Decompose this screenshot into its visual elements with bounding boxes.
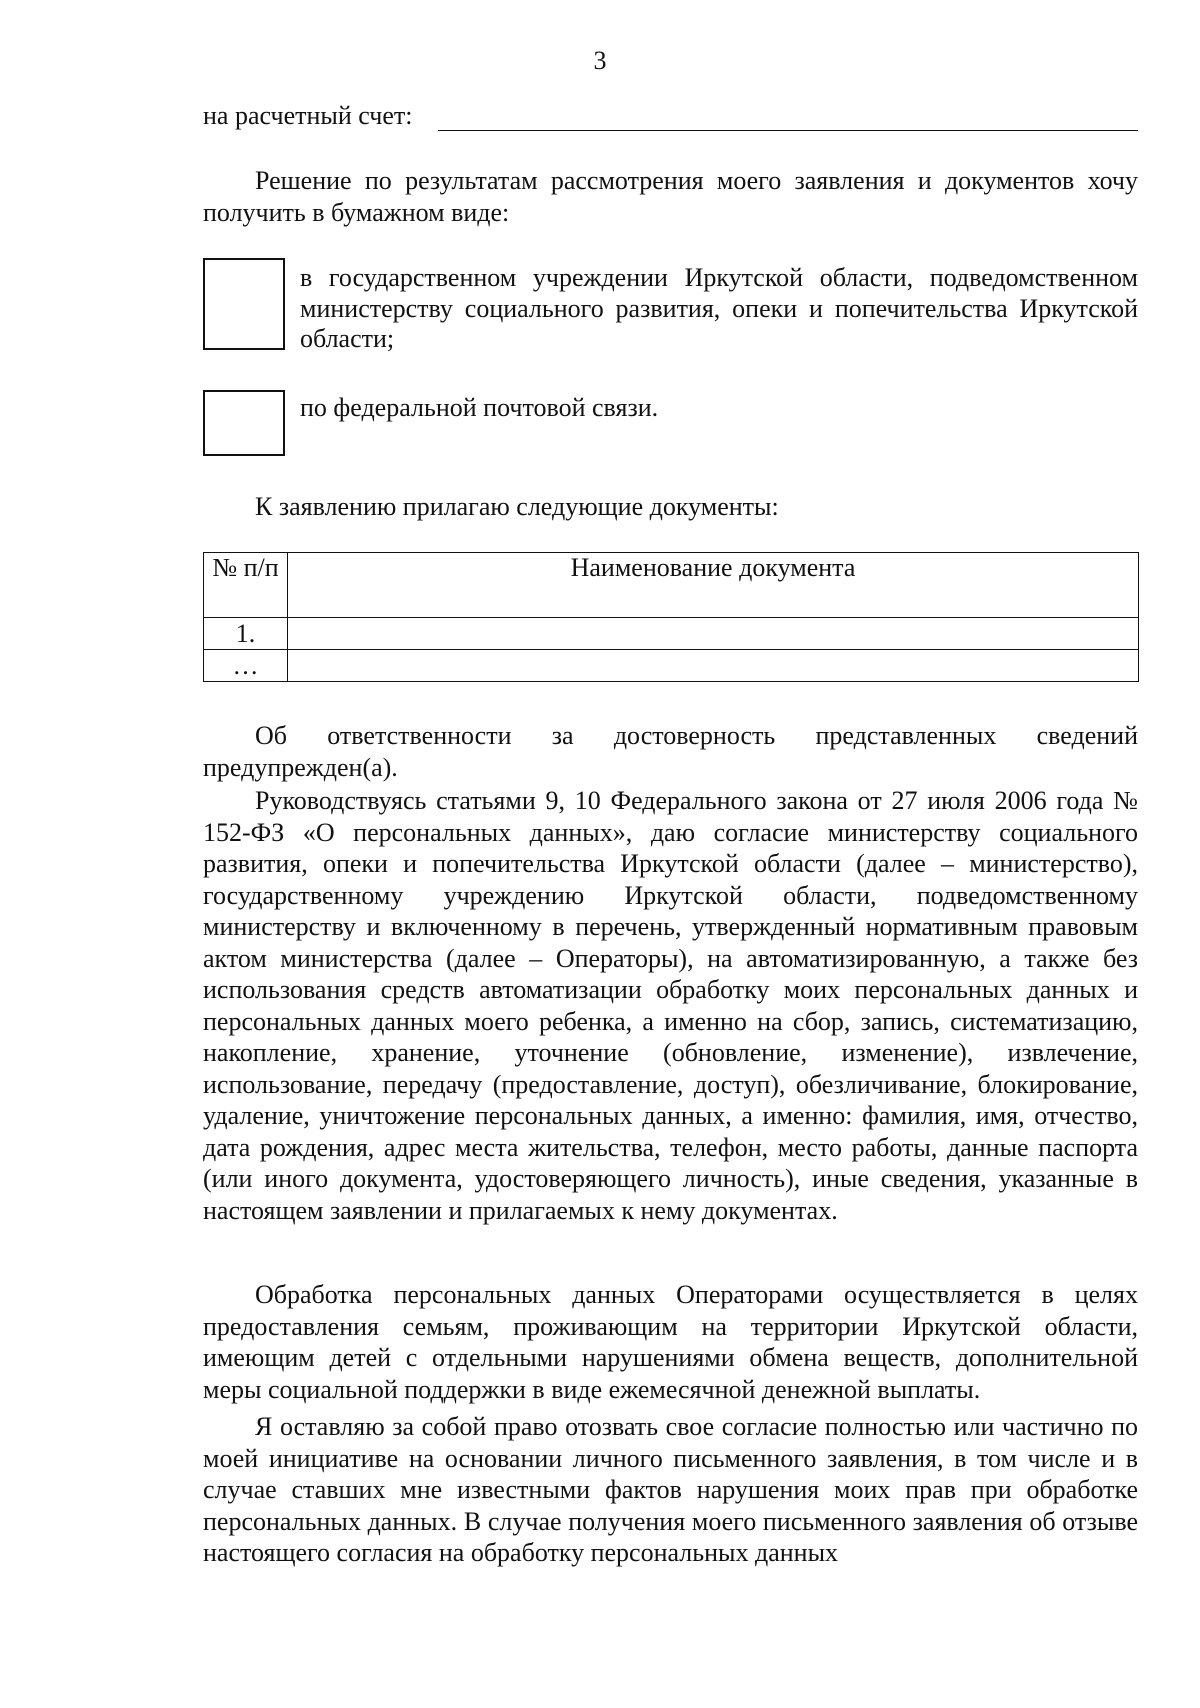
attachments-intro: К заявлению прилагаю следующие документы: (255, 492, 779, 521)
checkbox-post[interactable] (203, 390, 285, 456)
processing-paragraph: Обработка персональных данных Операторами осуществляется в целях предоставления семьям, проживающим на территории Иркутской области, имеющим детей с отдельными нарушениями обмена веществ, дополнительной меры социальной поддержки в виде ежемесячной денежной выплаты. (203, 1280, 1138, 1404)
page-number: 3 (593, 46, 607, 75)
row-num: … (204, 650, 288, 682)
revocation-paragraph: Я оставляю за собой право отозвать свое согласие полностью или частично по моей инициативе на основании личного письменного заявления, в том числе и в случае ставших мне известными фактов нарушения моих прав при обработке персональных данных. В случае получения моего письменного заявления об отзыве настоящего согласия на обработку персональных данных (203, 1412, 1138, 1567)
checkbox-institution[interactable] (203, 258, 285, 350)
attachments-table (203, 552, 1139, 682)
account-fill-line (438, 130, 1138, 131)
consent-paragraph: Руководствуясь статьями 9, 10 Федерального закона от 27 июля 2006 года № 152-ФЗ «О персональных данных», даю согласие министерству социального развития, опеки и попечительства Иркутской области (далее – министерство), государственному учреждению Иркутской области, подведомственному министерству и включенному в перечень, утвержденный нормативным правовым актом министерства (далее – Операторы), на автоматизированную, а также без использования средств автоматизации обработку моих персональных данных и персональных данных моего ребенка, а именно на сбор, запись, систематизацию, накопление, хранение, уточнение (обновление, изменение), извлечение, использование, передачу (предоставление, доступ), обезличивание, блокирование, удаление, уничтожение персональных данных, а именно: фамилия, имя, отчество, дата рождения, адрес места жительства, телефон, место работы, данные паспорта (или иного документа, удостоверяющего личность), иные сведения, указанные в настоящем заявлении и прилагаемых к нему документах. (203, 786, 1138, 1225)
row-num: 1. (204, 618, 288, 650)
responsibility-paragraph: Об ответственности за достоверность представленных сведений предупрежден(а). (203, 721, 1138, 782)
table-header-row (204, 553, 1139, 618)
table-row (204, 650, 1139, 682)
header-name: Наименование документа (288, 553, 1139, 618)
option-institution-label: в государственном учреждении Иркутской области, подведомственном министерству социального развития, опеки и попечительства Иркутской области; (300, 263, 1138, 353)
row-name-cell[interactable] (288, 618, 1139, 650)
decision-paragraph: Решение по результатам рассмотрения моего заявления и документов хочу получить в бумажном виде: (203, 166, 1138, 227)
row-name-cell[interactable] (288, 650, 1139, 682)
account-label: на расчетный счет: (203, 101, 413, 130)
table-row (204, 618, 1139, 650)
header-num: № п/п (204, 553, 288, 618)
option-post-label: по федеральной почтовой связи. (300, 393, 659, 422)
